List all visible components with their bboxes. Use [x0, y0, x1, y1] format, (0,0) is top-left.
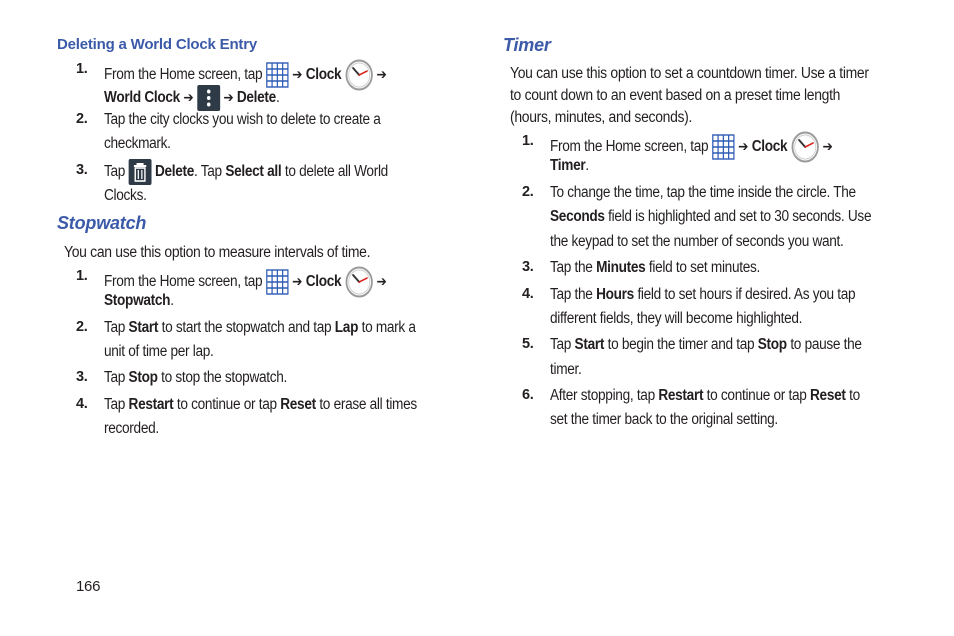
step-text: to stop the stopwatch.	[157, 369, 288, 386]
step-number: 3.	[76, 162, 88, 178]
right-arrow-icon: ➔	[292, 67, 303, 84]
step-text: From the Home screen, tap	[104, 273, 266, 291]
step-number: 1.	[76, 268, 88, 284]
timer-intro-line: You can use this option to set a countdown timer. Use a timer	[510, 65, 869, 82]
world-clock-label: World Clock	[104, 89, 180, 107]
right-arrow-icon: ➔	[183, 90, 194, 107]
clock-icon	[345, 266, 373, 298]
step-text: to pause the	[786, 336, 862, 353]
delete-step-2	[76, 109, 476, 157]
step-text: the keypad to set the number of seconds you want.	[550, 233, 844, 250]
step-text: Tap	[104, 369, 129, 386]
lap-label: Lap	[334, 319, 359, 336]
stop-label: Stop	[757, 336, 787, 353]
step-text: From the Home screen, tap	[104, 66, 266, 84]
step-text: to start the stopwatch and tap	[158, 319, 335, 336]
timer-step-1: 1. From the Home screen, tap ➔ Clock ➔ Timer.	[522, 133, 833, 174]
step-number: 3.	[76, 369, 88, 385]
step-text: field is highlighted and set to 30 seconds. Use	[604, 208, 872, 225]
step-text: checkmark.	[104, 135, 171, 152]
step-text: Tap	[104, 319, 129, 336]
step-text: Tap the	[550, 259, 597, 276]
select-all-label: Select all	[225, 163, 282, 181]
timer-step-2	[522, 182, 942, 254]
restart-label: Restart	[658, 387, 704, 404]
step-number: 3.	[522, 259, 534, 275]
step-text: Tap	[104, 163, 126, 181]
start-label: Start	[128, 319, 159, 336]
step-text: to erase all times	[315, 396, 417, 413]
step-text: to begin the timer and tap	[604, 336, 758, 353]
step-text: recorded.	[104, 420, 159, 437]
step-number: 1.	[522, 133, 534, 149]
right-arrow-icon: ➔	[822, 139, 833, 156]
step-number: 4.	[522, 286, 534, 302]
step-text: to delete all World	[281, 163, 388, 181]
step-text: to mark a	[358, 319, 416, 336]
stopwatch-step-2	[76, 317, 476, 365]
stopwatch-step-1: 1. From the Home screen, tap ➔ Clock ➔ Stopwatch.	[76, 268, 387, 309]
timer-intro-line: to count down to an event based on a preset time length	[510, 87, 841, 104]
step-text: Tap the	[550, 286, 597, 303]
timer-intro-line: (hours, minutes, and seconds).	[510, 109, 693, 126]
right-arrow-icon: ➔	[223, 90, 234, 107]
delete-step-1: 1. From the Home screen, tap ➔ Clock ➔ World Clock ➔ ➔ Delete.	[76, 59, 476, 109]
stopwatch-label: Stopwatch	[104, 292, 171, 309]
step-text: to continue or tap	[173, 396, 281, 413]
heading-deleting-world-clock: Deleting a World Clock Entry	[57, 36, 257, 53]
reset-label: Reset	[280, 396, 316, 413]
restart-label: Restart	[128, 396, 174, 413]
trash-icon	[129, 159, 152, 185]
reset-label: Reset	[810, 387, 846, 404]
timer-step-6	[522, 385, 922, 433]
step-number: 5.	[522, 336, 534, 352]
heading-timer: Timer	[503, 35, 551, 55]
right-arrow-icon: ➔	[376, 67, 387, 84]
page-number: 166	[76, 578, 101, 595]
hours-label: Hours	[596, 286, 634, 303]
step-number: 2.	[76, 319, 88, 335]
timer-step-3	[522, 257, 922, 281]
right-arrow-icon: ➔	[292, 274, 303, 291]
step-text: to continue or tap	[703, 387, 811, 404]
step-text: different fields, they will become highlighted.	[550, 310, 803, 327]
step-text: . Tap	[194, 163, 226, 181]
minutes-label: Minutes	[596, 259, 646, 276]
step-text: to	[845, 387, 860, 404]
step-number: 6.	[522, 387, 534, 403]
clock-label: Clock	[751, 138, 788, 156]
heading-stopwatch: Stopwatch	[57, 213, 147, 233]
step-number: 2.	[76, 111, 88, 127]
timer-step-4	[522, 284, 922, 332]
stopwatch-intro: You can use this option to measure intervals of time.	[64, 244, 371, 261]
stopwatch-step-3	[76, 367, 476, 391]
step-text: timer.	[550, 361, 582, 378]
menu-dots-icon	[197, 85, 220, 111]
right-arrow-icon: ➔	[738, 139, 749, 156]
step-text: field to set hours if desired. As you tap	[633, 286, 856, 303]
start-label: Start	[574, 336, 605, 353]
step-text: Clocks.	[104, 187, 147, 204]
timer-label: Timer	[550, 157, 586, 174]
stop-label: Stop	[128, 369, 158, 386]
clock-label: Clock	[305, 66, 342, 84]
right-arrow-icon: ➔	[376, 274, 387, 291]
step-text: After stopping, tap	[550, 387, 659, 404]
delete-step-3	[76, 157, 476, 207]
apps-grid-icon	[712, 134, 735, 160]
step-text: Tap	[104, 396, 129, 413]
step-text: field to set minutes.	[645, 259, 760, 276]
stopwatch-step-4	[76, 394, 476, 442]
step-text: Tap	[550, 336, 575, 353]
step-text: To change the time, tap the time inside the circle. The	[550, 184, 856, 201]
step-text: Tap the city clocks you wish to delete to create a	[104, 111, 381, 128]
apps-grid-icon	[266, 269, 289, 295]
timer-step-5	[522, 334, 922, 382]
step-text: From the Home screen, tap	[550, 138, 712, 156]
step-text: set the timer back to the original setting.	[550, 411, 778, 428]
step-number: 2.	[522, 184, 534, 200]
clock-icon	[345, 59, 373, 91]
seconds-label: Seconds	[550, 208, 605, 225]
clock-icon	[791, 131, 819, 163]
step-number: 4.	[76, 396, 88, 412]
delete-label: Delete	[154, 163, 195, 181]
clock-label: Clock	[305, 273, 342, 291]
delete-label: Delete	[236, 89, 276, 107]
step-number: 1.	[76, 61, 88, 77]
step-text: unit of time per lap.	[104, 343, 214, 360]
